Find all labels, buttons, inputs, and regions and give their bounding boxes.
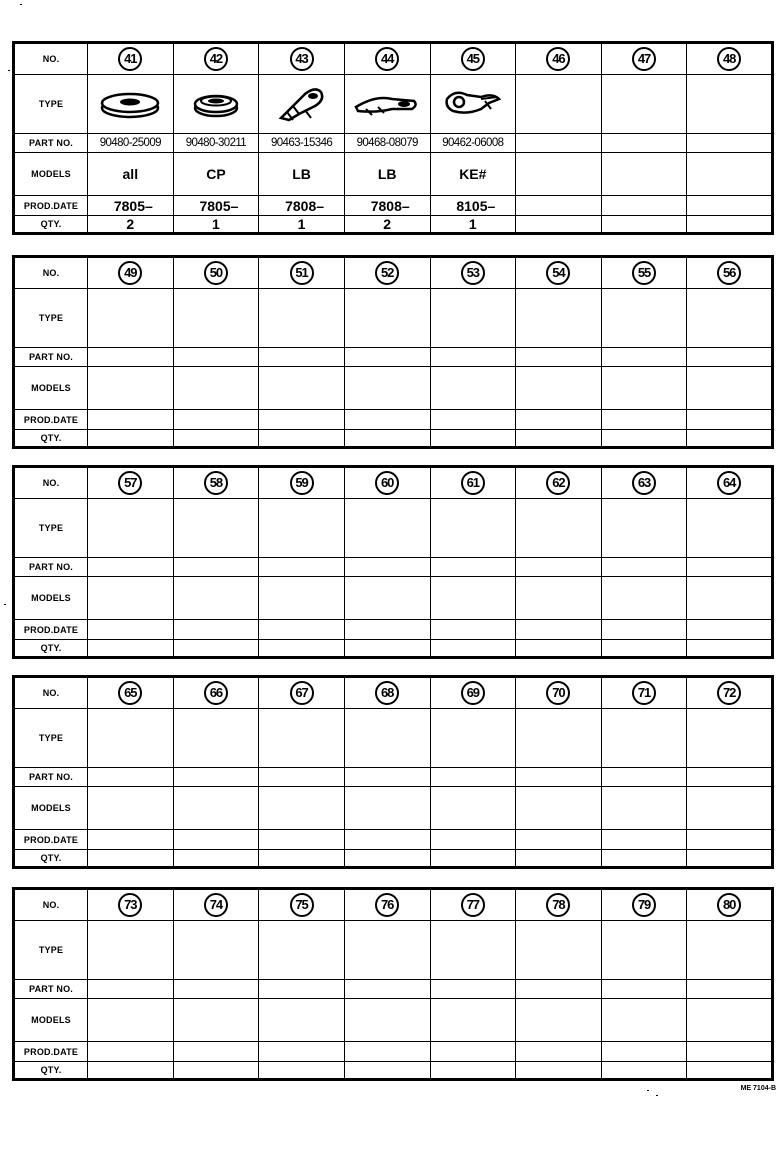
row-prod-date: [14, 196, 773, 216]
label-models: MODELS: [14, 153, 88, 196]
empty-cell: [88, 1042, 174, 1062]
empty-cell: [173, 367, 259, 410]
empty-cell: [88, 921, 174, 980]
empty-cell: [88, 367, 174, 410]
empty-cell: [687, 558, 773, 577]
row-type: [14, 709, 773, 768]
item-number: 70: [546, 681, 570, 705]
empty-cell: [259, 768, 345, 787]
empty-cell: [601, 499, 687, 558]
empty-cell: [344, 1062, 430, 1080]
empty-cell: [173, 577, 259, 620]
empty-cell: [687, 348, 773, 367]
empty-cell: [430, 999, 516, 1042]
parts-table-3: [12, 465, 774, 659]
row-qty: [14, 850, 773, 868]
empty-cell: [601, 980, 687, 999]
part-number: 90480-25009: [88, 134, 174, 153]
item-number: 54: [546, 261, 570, 285]
empty-cell: [173, 830, 259, 850]
empty-cell: [430, 850, 516, 868]
label-qty: QTY.: [14, 850, 88, 868]
empty-cell: [173, 787, 259, 830]
empty-cell: [687, 367, 773, 410]
qty-value: 1: [173, 216, 259, 234]
empty-cell: [259, 577, 345, 620]
empty-cell: [601, 1042, 687, 1062]
item-number: 72: [717, 681, 741, 705]
item-number: 76: [375, 893, 399, 917]
empty-cell: [430, 367, 516, 410]
item-number: 56: [717, 261, 741, 285]
label-part-no: PART NO.: [14, 348, 88, 367]
model-value: CP: [173, 153, 259, 196]
label-part-no: PART NO.: [14, 558, 88, 577]
empty-cell: [344, 921, 430, 980]
empty-cell: [344, 980, 430, 999]
label-models: MODELS: [14, 367, 88, 410]
part-number: 90462-06008: [430, 134, 516, 153]
empty-cell: [88, 430, 174, 448]
model-value: LB: [259, 153, 345, 196]
item-number: 65: [118, 681, 142, 705]
empty-cell: [430, 430, 516, 448]
empty-cell: [687, 620, 773, 640]
empty-cell: [516, 620, 602, 640]
empty-cell: [259, 850, 345, 868]
empty-cell: [88, 348, 174, 367]
empty-cell: [173, 1042, 259, 1062]
empty-cell: [687, 1042, 773, 1062]
prod-date-value: 7805–: [173, 196, 259, 216]
empty-cell: [601, 577, 687, 620]
empty-cell: [173, 999, 259, 1042]
item-number: 59: [290, 471, 314, 495]
scan-speck: [20, 4, 22, 5]
item-number: 68: [375, 681, 399, 705]
part-number: 90468-08079: [344, 134, 430, 153]
label-no: NO.: [14, 467, 88, 499]
empty-cell: [344, 348, 430, 367]
empty-cell: [430, 558, 516, 577]
empty-cell: [601, 709, 687, 768]
label-prod-date: PROD.DATE: [14, 410, 88, 430]
empty-cell: [430, 348, 516, 367]
label-qty: QTY.: [14, 216, 88, 234]
item-number: 46: [546, 47, 570, 71]
parts-table-4: [12, 675, 774, 869]
scan-speck: [4, 604, 6, 605]
empty-cell: [430, 980, 516, 999]
empty-cell: [344, 577, 430, 620]
empty-cell: [516, 830, 602, 850]
row-qty: [14, 640, 773, 658]
empty-cell: [601, 921, 687, 980]
row-models: [14, 577, 773, 620]
empty-cell: [516, 367, 602, 410]
prod-date-value: 7808–: [259, 196, 345, 216]
item-number: 71: [632, 681, 656, 705]
empty-cell: [344, 640, 430, 658]
item-number: 67: [290, 681, 314, 705]
empty-cell: [430, 830, 516, 850]
item-number: 64: [717, 471, 741, 495]
empty-cell: [173, 921, 259, 980]
empty-cell: [687, 999, 773, 1042]
empty-cell: [516, 558, 602, 577]
empty-cell: [516, 921, 602, 980]
item-number: 51: [290, 261, 314, 285]
empty-cell: [344, 830, 430, 850]
label-models: MODELS: [14, 999, 88, 1042]
label-part-no: PART NO.: [14, 134, 88, 153]
row-models: [14, 999, 773, 1042]
empty-cell: [687, 850, 773, 868]
empty-cell: [430, 787, 516, 830]
empty-cell: [516, 430, 602, 448]
item-number: 48: [717, 47, 741, 71]
empty-cell: [687, 640, 773, 658]
item-number: 73: [118, 893, 142, 917]
row-qty: [14, 216, 773, 234]
document-code: ME 7104-B: [740, 1085, 776, 1092]
empty-cell: [88, 410, 174, 430]
empty-cell: [687, 921, 773, 980]
empty-cell: [259, 830, 345, 850]
empty-cell: [516, 348, 602, 367]
row-prod-date: [14, 620, 773, 640]
empty-cell: [259, 980, 345, 999]
label-no: NO.: [14, 257, 88, 289]
label-qty: QTY.: [14, 640, 88, 658]
empty-cell: [344, 289, 430, 348]
item-number: 77: [461, 893, 485, 917]
label-prod-date: PROD.DATE: [14, 830, 88, 850]
label-qty: QTY.: [14, 430, 88, 448]
item-number: 53: [461, 261, 485, 285]
item-number: 60: [375, 471, 399, 495]
empty-cell: [88, 499, 174, 558]
item-number: 47: [632, 47, 656, 71]
empty-cell: [601, 830, 687, 850]
clamp-icon: [352, 89, 422, 119]
label-models: MODELS: [14, 787, 88, 830]
empty-cell: [430, 1042, 516, 1062]
empty-cell: [344, 430, 430, 448]
row-prod-date: [14, 1042, 773, 1062]
empty-cell: [259, 921, 345, 980]
item-number: 66: [204, 681, 228, 705]
part-number: 90480-30211: [173, 134, 259, 153]
parts-table-1: [12, 41, 774, 235]
empty-cell: [430, 577, 516, 620]
empty-cell: [516, 640, 602, 658]
empty-cell: [259, 640, 345, 658]
empty-cell: [259, 499, 345, 558]
empty-cell: [601, 768, 687, 787]
row-no: [14, 677, 773, 709]
empty-cell: [687, 430, 773, 448]
empty-cell: [173, 850, 259, 868]
empty-cell: [687, 499, 773, 558]
empty-cell: [88, 787, 174, 830]
empty-cell: [88, 1062, 174, 1080]
empty-cell: [601, 367, 687, 410]
label-type: TYPE: [14, 289, 88, 348]
item-number: 61: [461, 471, 485, 495]
empty-cell: [687, 577, 773, 620]
empty-cell: [259, 620, 345, 640]
empty-cell: [516, 1042, 602, 1062]
empty-cell: [344, 709, 430, 768]
item-number: 49: [118, 261, 142, 285]
empty-cell: [516, 410, 602, 430]
empty-cell: [344, 768, 430, 787]
label-part-no: PART NO.: [14, 980, 88, 999]
empty-cell: [516, 1062, 602, 1080]
row-models: [14, 153, 773, 196]
item-number: 45: [461, 47, 485, 71]
empty-cell: [687, 1062, 773, 1080]
empty-cell: [687, 289, 773, 348]
label-prod-date: PROD.DATE: [14, 1042, 88, 1062]
empty-cell: [687, 980, 773, 999]
label-part-no: PART NO.: [14, 768, 88, 787]
row-type: [14, 75, 773, 134]
row-models: [14, 787, 773, 830]
label-type: TYPE: [14, 499, 88, 558]
item-number: 52: [375, 261, 399, 285]
item-number: 63: [632, 471, 656, 495]
empty-cell: [430, 1062, 516, 1080]
empty-cell: [173, 768, 259, 787]
empty-cell: [88, 558, 174, 577]
empty-cell: [259, 348, 345, 367]
empty-cell: [88, 830, 174, 850]
row-prod-date: [14, 830, 773, 850]
item-number: 57: [118, 471, 142, 495]
item-number: 55: [632, 261, 656, 285]
empty-cell: [88, 709, 174, 768]
empty-cell: [173, 348, 259, 367]
prod-date-value: 7808–: [344, 196, 430, 216]
empty-cell: [259, 999, 345, 1042]
empty-cell: [601, 430, 687, 448]
empty-cell: [601, 558, 687, 577]
empty-cell: [88, 768, 174, 787]
empty-cell: [173, 289, 259, 348]
empty-cell: [173, 980, 259, 999]
empty-cell: [259, 430, 345, 448]
row-type: [14, 499, 773, 558]
empty-cell: [344, 620, 430, 640]
qty-value: 1: [259, 216, 345, 234]
empty-cell: [601, 787, 687, 830]
empty-cell: [344, 1042, 430, 1062]
item-number: 79: [632, 893, 656, 917]
empty-cell: [430, 289, 516, 348]
grommet-icon: [192, 89, 240, 119]
row-type: [14, 289, 773, 348]
qty-value: 1: [430, 216, 516, 234]
qty-value: 2: [344, 216, 430, 234]
parts-table-5: [12, 887, 774, 1081]
empty-cell: [173, 558, 259, 577]
empty-cell: [430, 410, 516, 430]
empty-cell: [259, 787, 345, 830]
empty-cell: [88, 620, 174, 640]
parts-table-2: [12, 255, 774, 449]
empty-cell: [516, 768, 602, 787]
empty-cell: [601, 348, 687, 367]
row-part-no: [14, 134, 773, 153]
empty-cell: [687, 410, 773, 430]
label-models: MODELS: [14, 577, 88, 620]
qty-value: 2: [88, 216, 174, 234]
empty-cell: [259, 289, 345, 348]
row-type: [14, 921, 773, 980]
item-number: 62: [546, 471, 570, 495]
empty-cell: [516, 999, 602, 1042]
row-part-no: [14, 348, 773, 367]
model-value: KE#: [430, 153, 516, 196]
empty-cell: [173, 430, 259, 448]
item-number: 75: [290, 893, 314, 917]
empty-cell: [601, 289, 687, 348]
row-no: [14, 43, 773, 75]
item-number: 58: [204, 471, 228, 495]
empty-cell: [259, 1042, 345, 1062]
row-no: [14, 467, 773, 499]
empty-cell: [430, 768, 516, 787]
clip-icon: [275, 84, 329, 124]
empty-cell: [430, 640, 516, 658]
empty-cell: [88, 289, 174, 348]
empty-cell: [601, 1062, 687, 1080]
empty-cell: [601, 410, 687, 430]
row-qty: [14, 1062, 773, 1080]
empty-cell: [687, 787, 773, 830]
label-no: NO.: [14, 889, 88, 921]
empty-cell: [259, 367, 345, 410]
empty-cell: [259, 709, 345, 768]
scan-speck: [647, 1090, 649, 1091]
empty-cell: [687, 709, 773, 768]
item-number: 44: [375, 47, 399, 71]
prod-date-value: 8105–: [430, 196, 516, 216]
empty-cell: [601, 999, 687, 1042]
empty-cell: [344, 999, 430, 1042]
empty-cell: [516, 577, 602, 620]
empty-cell: [259, 410, 345, 430]
empty-cell: [601, 850, 687, 868]
empty-cell: [687, 830, 773, 850]
empty-cell: [516, 850, 602, 868]
empty-cell: [601, 620, 687, 640]
grommet-icon: [98, 86, 162, 122]
empty-cell: [173, 709, 259, 768]
clamp-icon: [441, 87, 505, 121]
empty-cell: [516, 709, 602, 768]
item-number: 50: [204, 261, 228, 285]
empty-cell: [516, 980, 602, 999]
empty-cell: [173, 640, 259, 658]
empty-cell: [516, 787, 602, 830]
label-type: TYPE: [14, 709, 88, 768]
empty-cell: [430, 499, 516, 558]
row-part-no: [14, 980, 773, 999]
item-number: 80: [717, 893, 741, 917]
model-value: all: [88, 153, 174, 196]
item-number: 69: [461, 681, 485, 705]
empty-cell: [173, 1062, 259, 1080]
scan-speck: [656, 1095, 658, 1096]
empty-cell: [601, 640, 687, 658]
label-type: TYPE: [14, 921, 88, 980]
empty-cell: [88, 577, 174, 620]
label-qty: QTY.: [14, 1062, 88, 1080]
part-number: 90463-15346: [259, 134, 345, 153]
label-prod-date: PROD.DATE: [14, 620, 88, 640]
row-no: [14, 889, 773, 921]
prod-date-value: 7805–: [88, 196, 174, 216]
item-number: 42: [204, 47, 228, 71]
empty-cell: [344, 787, 430, 830]
empty-cell: [88, 999, 174, 1042]
label-no: NO.: [14, 677, 88, 709]
empty-cell: [173, 499, 259, 558]
empty-cell: [430, 709, 516, 768]
empty-cell: [259, 558, 345, 577]
empty-cell: [344, 499, 430, 558]
row-part-no: [14, 768, 773, 787]
empty-cell: [88, 850, 174, 868]
item-number: 41: [118, 47, 142, 71]
row-models: [14, 367, 773, 410]
empty-cell: [344, 850, 430, 868]
empty-cell: [430, 921, 516, 980]
row-part-no: [14, 558, 773, 577]
row-qty: [14, 430, 773, 448]
item-number: 74: [204, 893, 228, 917]
empty-cell: [344, 410, 430, 430]
model-value: LB: [344, 153, 430, 196]
empty-cell: [88, 980, 174, 999]
row-no: [14, 257, 773, 289]
item-number: 43: [290, 47, 314, 71]
item-number: 78: [546, 893, 570, 917]
empty-cell: [516, 499, 602, 558]
empty-cell: [344, 367, 430, 410]
empty-cell: [88, 640, 174, 658]
row-prod-date: [14, 410, 773, 430]
empty-cell: [430, 620, 516, 640]
empty-cell: [173, 620, 259, 640]
empty-cell: [516, 289, 602, 348]
scan-speck: [8, 70, 10, 71]
label-no: NO.: [14, 43, 88, 75]
label-type: TYPE: [14, 75, 88, 134]
empty-cell: [259, 1062, 345, 1080]
empty-cell: [344, 558, 430, 577]
empty-cell: [687, 768, 773, 787]
label-prod-date: PROD.DATE: [14, 196, 88, 216]
empty-cell: [173, 410, 259, 430]
